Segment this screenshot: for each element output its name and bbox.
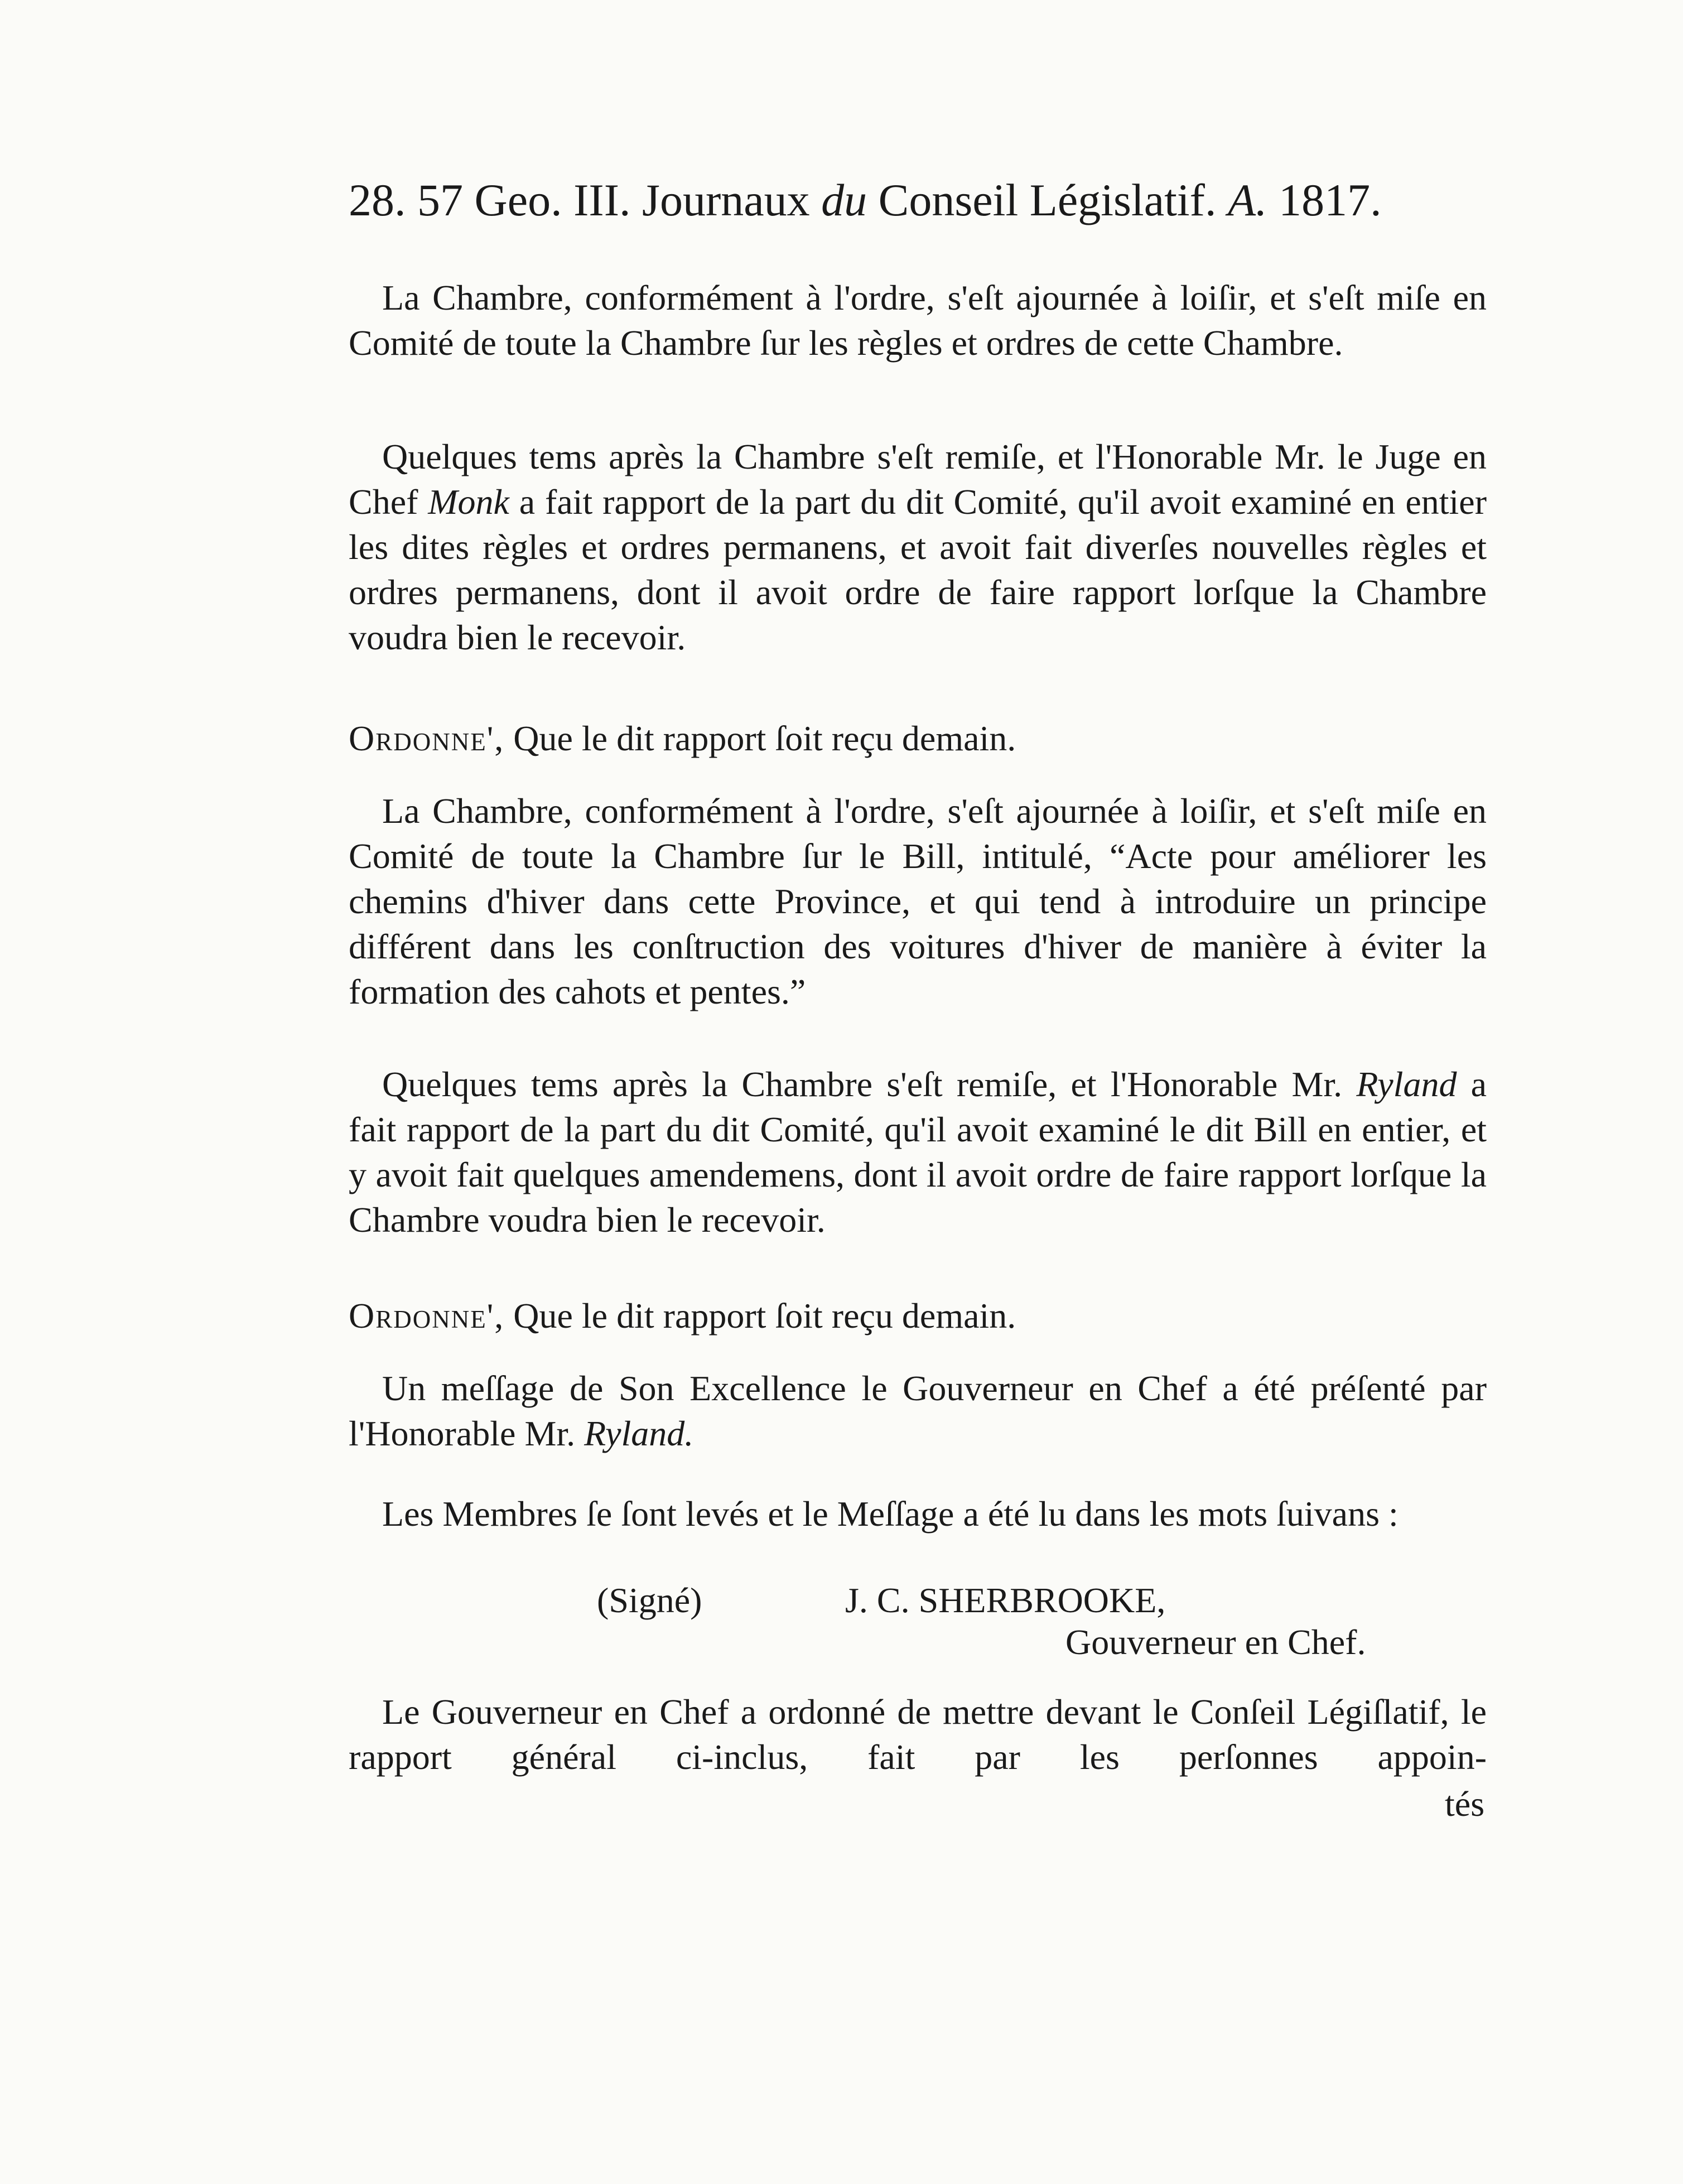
paragraph-5-name: Ryland.: [584, 1414, 694, 1453]
order-1-text: Que le dit rapport ſoit reçu demain.: [504, 719, 1016, 758]
paragraph-1: [349, 275, 1487, 365]
paragraph-1-text: La Chambre, conformément à l'ordre, s'eſt ajournée à loiſir, et s'eſt miſe en Comité de toute la Chambre ſur les règles et ordres de cette Chambre.: [349, 278, 1487, 363]
paragraph-4-name: Ryland: [1356, 1064, 1457, 1104]
paragraph-4-text-b: a fait rapport de la part du dit Comité, qu'il avoit examiné le dit Bill en entier, et y avoit fait quelques amendemens, dont il avoit ordre de faire rapport lorſque la Chambre voudra bien le recevoir.: [349, 1064, 1487, 1240]
header-journaux: Journaux: [642, 175, 810, 225]
paragraph-2-text-b: a fait rapport de la part du dit Comité, qu'il avoit examiné en entier les dites règles et ordres permanens, et avoit fait diverſes nouvelles règles et ordres permanens, dont il avoit ordre de faire rapport lorſque la Chambre voudra bien le recevoir.: [349, 482, 1487, 657]
header-conseil: Conseil Législatif.: [878, 175, 1217, 225]
paragraph-4: [349, 1062, 1487, 1242]
page-number: 28.: [349, 175, 406, 225]
running-header: [349, 177, 1382, 223]
paragraph-3: [349, 788, 1487, 1014]
paragraph-5: [349, 1366, 1487, 1456]
paragraph-6-text: Les Membres ſe ſont levés et le Meſſage a été lu dans les mots ſuivans :: [382, 1494, 1399, 1534]
header-a: A.: [1227, 175, 1267, 225]
order-2-label: Ordonne',: [349, 1296, 505, 1336]
paragraph-7-text: Le Gouverneur en Chef a ordonné de mettre devant le Conſeil Légiſlatif, le rapport général ci-inclus, fait par les perſonnes appoin-: [349, 1692, 1487, 1777]
signature-title: Gouverneur en Chef.: [1065, 1622, 1366, 1662]
regnal-year: 57 Geo. III.: [417, 175, 631, 225]
order-1: [349, 716, 1487, 761]
paragraph-7: [349, 1689, 1487, 1780]
paragraph-3-text: La Chambre, conformément à l'ordre, s'eſt ajournée à loiſir, et s'eſt miſe en Comité de toute la Chambre ſur le Bill, intitulé, “Acte pour améliorer les chemins d'hiver dans cette Province, et qui tend à introduire un principe différent dans les conſtruction des voitures d'hiver de manière à éviter la formation des cahots et pentes.”: [349, 791, 1487, 1011]
signature-name: J. C. SHERBROOKE,: [845, 1580, 1166, 1620]
paragraph-5-text-a: Un meſſage de Son Excellence le Gouverneur en Chef a été préſenté par l'Honorable Mr.: [349, 1368, 1487, 1453]
order-2-text: Que le dit rapport ſoit reçu demain.: [504, 1296, 1016, 1336]
catchword: tés: [1445, 1784, 1485, 1824]
order-1-label: Ordonne',: [349, 719, 505, 758]
paragraph-2: [349, 434, 1487, 660]
paragraph-2-name: Monk: [428, 482, 509, 522]
paragraph-6: [349, 1491, 1487, 1536]
header-year: 1817.: [1279, 175, 1382, 225]
paragraph-2-text-a: Quelques tems après la Chambre s'eſt remiſe, et l'Honorable Mr. le Juge en Chef: [349, 437, 1487, 522]
paragraph-4-text-a: Quelques tems après la Chambre s'eſt remiſe, et l'Honorable Mr.: [382, 1064, 1357, 1104]
order-2: [349, 1293, 1487, 1338]
header-du: du: [821, 175, 867, 225]
signature-signe: (Signé): [597, 1580, 702, 1620]
